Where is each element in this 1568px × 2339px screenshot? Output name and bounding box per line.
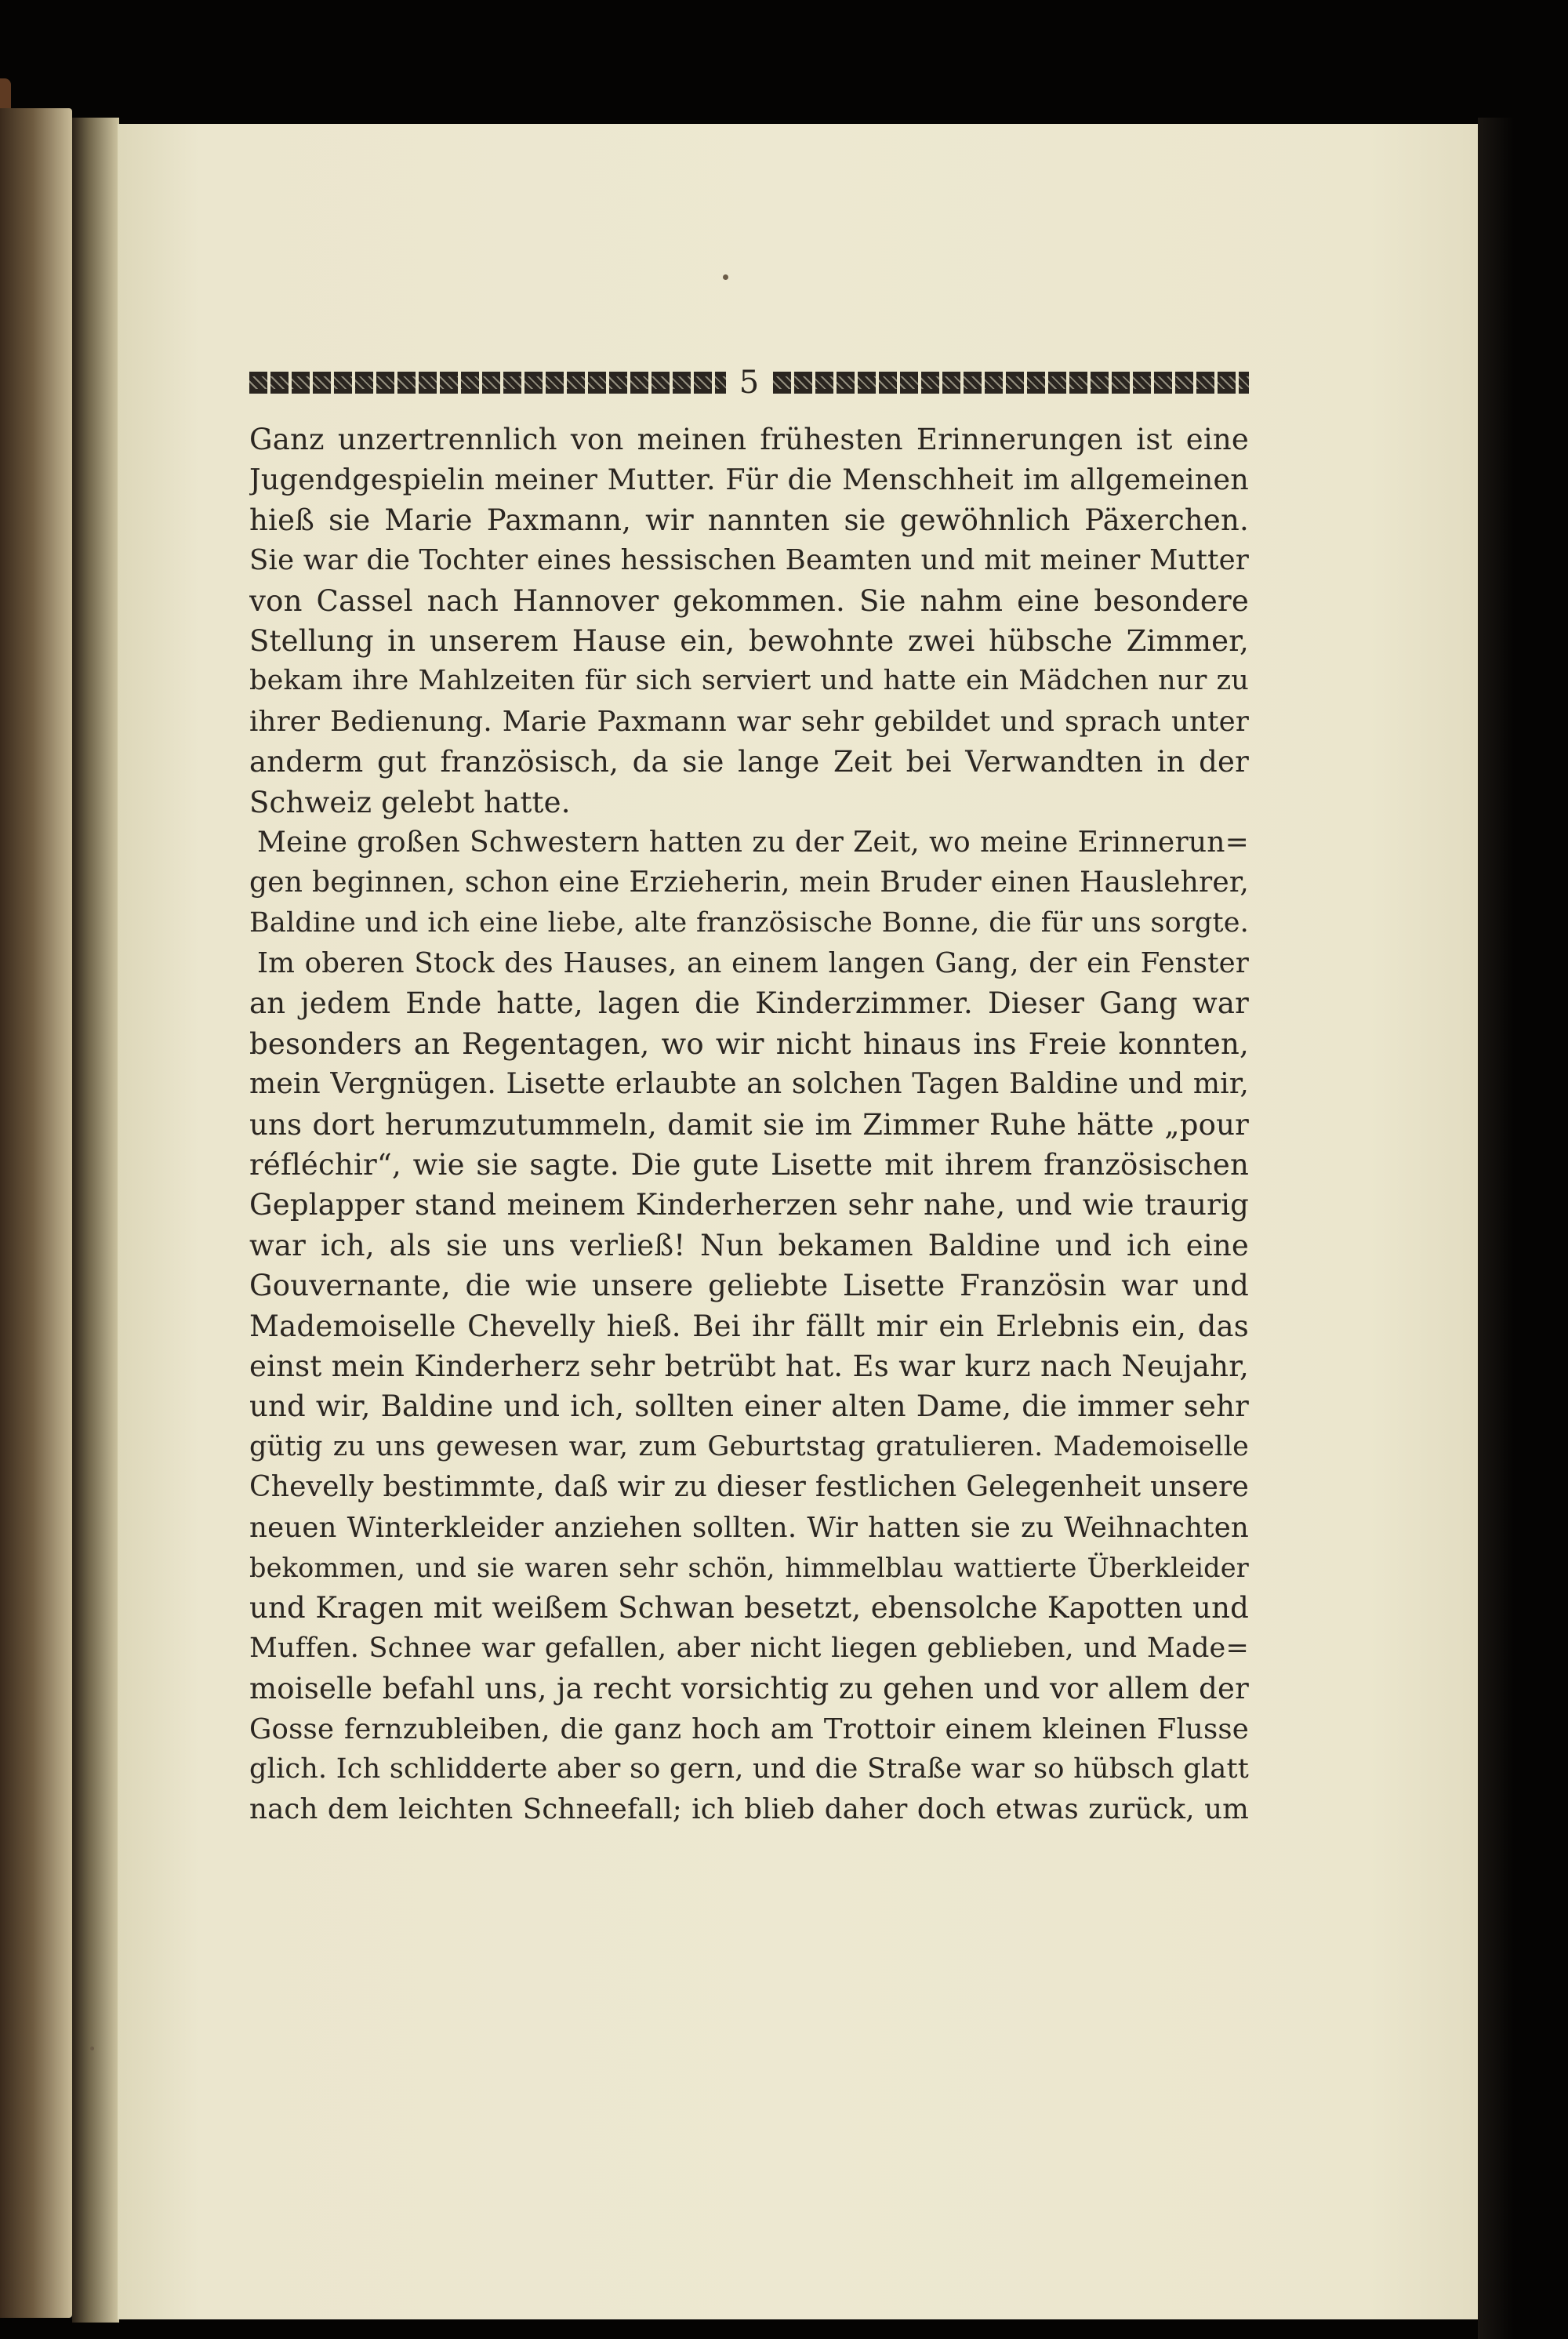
- paragraph-1: [249, 419, 1249, 823]
- paragraph-3: [249, 943, 1249, 1830]
- text-line: glich. Ich schlidderte aber so gern, und die Straße war so hübsch glatt: [249, 1752, 1249, 1785]
- text-line: Meine großen Schwestern hatten zu der Zeit, wo meine Erinnerun=: [257, 826, 1249, 859]
- text-line: Jugendgespielin meiner Mutter. Für die Menschheit im allgemeinen: [249, 463, 1249, 497]
- text-line: anderm gut französisch, da sie lange Zeit bei Verwandten in der: [249, 745, 1249, 779]
- text-line: ihrer Bedienung. Marie Paxmann war sehr gebildet und sprach unter: [249, 705, 1249, 738]
- text-line: Ganz unzertrennlich von meinen frühesten Erinnerungen ist eine: [249, 423, 1249, 456]
- text-line: uns dort herumzutummeln, damit sie im Zimmer Ruhe hätte „pour: [249, 1107, 1249, 1142]
- text-line: nach dem leichten Schneefall; ich blieb daher doch etwas zurück, um: [249, 1793, 1249, 1826]
- text-line: bekam ihre Mahlzeiten für sich serviert und hatte ein Mädchen nur zu: [249, 665, 1249, 697]
- text-line: gen beginnen, schon eine Erzieherin, mein Bruder einen Hauslehrer,: [249, 866, 1249, 899]
- paragraph-2: [249, 823, 1249, 943]
- running-header: [249, 365, 1249, 401]
- text-line: mein Vergnügen. Lisette erlaubte an solchen Tagen Baldine und mir,: [249, 1068, 1249, 1101]
- page-speck: [90, 2047, 94, 2050]
- text-line: Sie war die Tochter eines hessischen Beamten und mit meiner Mutter: [249, 544, 1249, 577]
- text-line: Im oberen Stock des Hauses, an einem langen Gang, der ein Fenster: [257, 947, 1249, 980]
- text-line: an jedem Ende hatte, lagen die Kinderzimmer. Dieser Gang war: [249, 986, 1249, 1021]
- text-line: réfléchir“, wie sie sagte. Die gute Lisette mit ihrem französischen: [249, 1148, 1249, 1182]
- header-ornament-left: [249, 372, 726, 394]
- text-line: einst mein Kinderherz sehr betrübt hat. Es war kurz nach Neujahr,: [249, 1349, 1249, 1383]
- text-line: moiselle befahl uns, ja recht vorsichtig zu gehen und vor allem der: [249, 1672, 1249, 1706]
- text-line: bekommen, und sie waren sehr schön, himmelblau wattierte Überkleider: [249, 1552, 1249, 1583]
- text-line: Gouvernante, die wie unsere geliebte Lisette Französin war und: [249, 1269, 1249, 1303]
- text-line: und Kragen mit weißem Schwan besetzt, ebensolche Kapotten und: [249, 1591, 1249, 1625]
- page-number: 5: [739, 365, 760, 401]
- page-right-shadow: [1478, 118, 1568, 2339]
- text-line: Stellung in unserem Hause ein, bewohnte zwei hübsche Zimmer,: [249, 623, 1249, 658]
- book-gutter: [72, 118, 119, 2323]
- text-line: Mademoiselle Chevelly hieß. Bei ihr fällt mir ein Erlebnis ein, das: [249, 1309, 1249, 1343]
- text-line: Geplapper stand meinem Kinderherzen sehr nahe, und wie traurig: [249, 1188, 1249, 1222]
- left-page-margin: [0, 108, 72, 2318]
- body-text: [249, 419, 1249, 1830]
- text-line: hieß sie Marie Paxmann, wir nannten sie gewöhnlich Päxerchen.: [249, 503, 1249, 537]
- page-speck: [723, 274, 728, 280]
- text-line: Chevelly bestimmte, daß wir zu dieser festlichen Gelegenheit unsere: [249, 1471, 1249, 1504]
- text-line: Gosse fernzubleiben, die ganz hoch am Trottoir einem kleinen Flusse: [249, 1712, 1249, 1745]
- text-line: Baldine und ich eine liebe, alte französische Bonne, die für uns sorgte.: [249, 906, 1249, 939]
- text-line: besonders an Regentagen, wo wir nicht hinaus ins Freie konnten,: [249, 1026, 1249, 1061]
- header-ornament-right: [773, 372, 1250, 394]
- text-line: von Cassel nach Hannover gekommen. Sie nahm eine besondere: [249, 583, 1249, 618]
- text-line: gütig zu uns gewesen war, zum Geburtstag gratulieren. Mademoiselle: [249, 1430, 1249, 1462]
- text-line: Schweiz gelebt hatte.: [249, 785, 571, 819]
- text-line: war ich, als sie uns verließ! Nun bekamen Baldine und ich eine: [249, 1228, 1249, 1262]
- text-line: neuen Winterkleider anziehen sollten. Wir hatten sie zu Weihnachten: [249, 1511, 1249, 1544]
- text-line: Muffen. Schnee war gefallen, aber nicht liegen geblieben, und Made=: [249, 1632, 1249, 1664]
- text-line: und wir, Baldine und ich, sollten einer alten Dame, die immer sehr: [249, 1389, 1249, 1424]
